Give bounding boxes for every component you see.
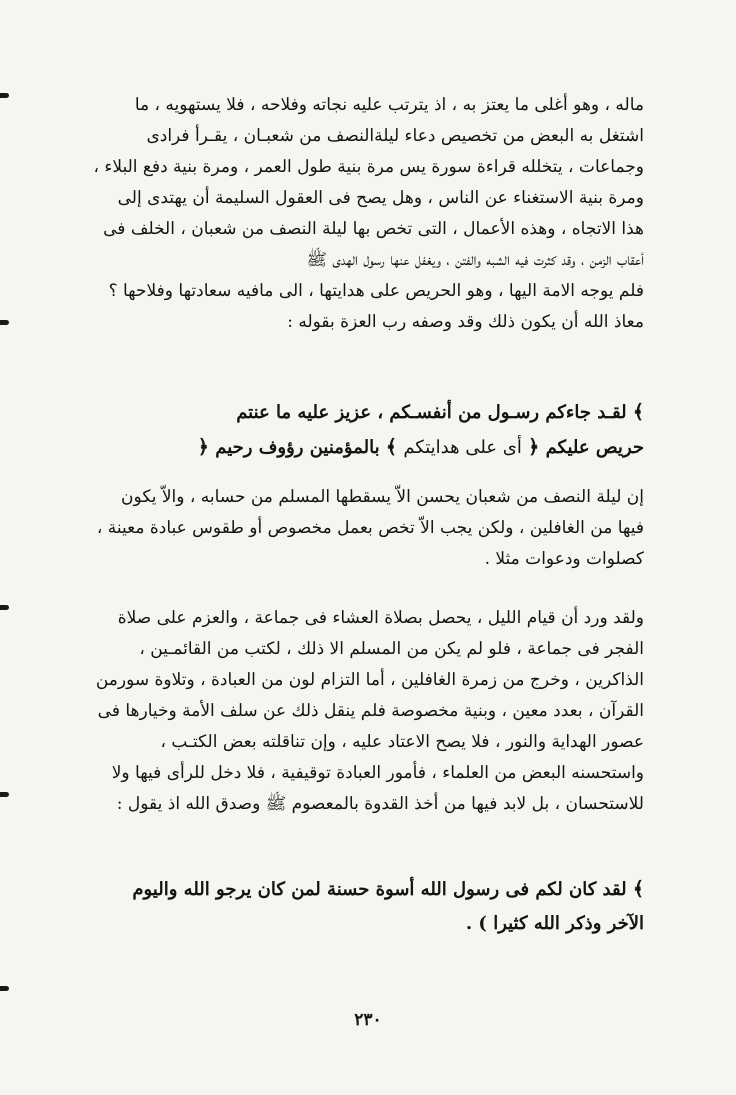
text-line: واستحسنه البعض من العلماء ، فأمور العبادة توقيفية ، فلا دخل للرأى فيها ولا	[111, 763, 644, 783]
paragraph-3	[72, 603, 644, 820]
margin-mark	[0, 792, 9, 797]
paragraph-1	[72, 90, 644, 338]
page-number: ٢٣٠	[354, 1010, 382, 1030]
text-line: الفجر فى جماعة ، فلو لم يكن من المسلم الا ذلك ، لكتب من القائمـين ،	[139, 639, 644, 659]
text-line: ماله ، وهو أغلى ما يعتز به ، اذ يترتب عليه نجاته وفلاحه ، فلا يستهويه ، ما	[134, 95, 644, 115]
margin-mark	[0, 605, 9, 610]
quote-text: حريص عليكم	[545, 437, 644, 458]
quote-line	[72, 430, 644, 465]
text-line: القرآن ، بعدد معين ، وبنية مخصوصة فلم ينقل ذلك عن سلف الأمة وخيارها فى	[97, 701, 644, 721]
quote-text: لقد كان لكم فى رسول الله أسوة حسنة لمن كان يرجو الله واليوم	[132, 879, 627, 900]
text-line: وجماعات ، يتخلله قراءة سورة يس مرة بنية طول العمر ، ومرة بنية دفع البلاء ،	[93, 157, 644, 177]
quote-line	[72, 395, 644, 430]
text-line: ولقد ورد أن قيام الليل ، يحصل بصلاة العشاء فى جماعة ، والعزم على صلاة	[117, 608, 644, 628]
margin-mark	[0, 93, 9, 98]
quote-line	[72, 872, 644, 907]
margin-mark	[0, 320, 9, 325]
text-line: كصلوات ودعوات مثلا .	[484, 549, 644, 569]
ornate-bracket-open: ﴾	[632, 878, 644, 900]
quote-text: لقـد جاءكم رسـول من أنفسـكم ، عزيز عليه ما عنتم	[236, 402, 627, 423]
text-line: الذاكرين ، وخرج من زمرة الغافلين ، أما التزام لون من العبادة ، وتلاوة سورمن	[95, 670, 644, 690]
text-line: أعقاب الزمن ، وقد كثرت فيه الشبه والفتن ، ويغفل عنها رسول الهدى ﷺ	[306, 250, 644, 270]
quote-line	[72, 907, 644, 941]
text-line: هذا الاتجاه ، وهذه الأعمال ، التى تخص بها ليلة النصف من شعبان ، الخلف فى	[103, 219, 644, 239]
quote-text: الآخر وذكر الله كثيرا ) .	[465, 913, 644, 934]
quote-commentary: أى على هدايتكم	[403, 437, 522, 458]
ornate-bracket-close: ﴿	[197, 436, 209, 458]
paragraph-2	[72, 482, 644, 575]
text-line: ومرة بنية الاستغناء عن الناس ، وهل يصح فى العقول السليمة أن يهتدى إلى	[117, 188, 644, 208]
text-line: فلم يوجه الامة اليها ، وهو الحريص على هدايتها ، الى مافيه سعادتها وفلاحها ؟	[108, 281, 644, 301]
text-line: فيها من الغافلين ، ولكن يجب الاّ تخص بعمل مخصوص أو طقوس عبادة معينة ،	[96, 518, 644, 538]
quote-text: بالمؤمنين رؤوف رحيم	[215, 437, 380, 458]
ornate-bracket-close: ﴿	[528, 436, 540, 458]
text-line: عصور الهداية والنور ، فلا يصح الاعتاد عليه ، وإن تناقلته بعض الكتـب ،	[160, 732, 644, 752]
text-line: اشتغل به البعض من تخصيص دعاء ليلةالنصف من شعبـان ، يقـرأ فرادى	[146, 126, 644, 146]
quran-quote-2	[72, 872, 644, 941]
ornate-bracket-open: ﴾	[632, 401, 644, 423]
quran-quote-1	[72, 395, 644, 465]
text-line: للاستحسان ، بل لابد فيها من أخذ القدوة بالمعصوم ﷺ وصدق الله اذ يقول :	[116, 794, 644, 814]
ornate-bracket-open: ﴾	[385, 436, 398, 458]
text-line: معاذ الله أن يكون ذلك وقد وصفه رب العزة بقوله :	[287, 312, 644, 332]
text-line: إن ليلة النصف من شعبان يحسن الاّ يسقطها المسلم من حسابه ، والاّ يكون	[121, 487, 644, 507]
margin-mark	[0, 986, 9, 991]
